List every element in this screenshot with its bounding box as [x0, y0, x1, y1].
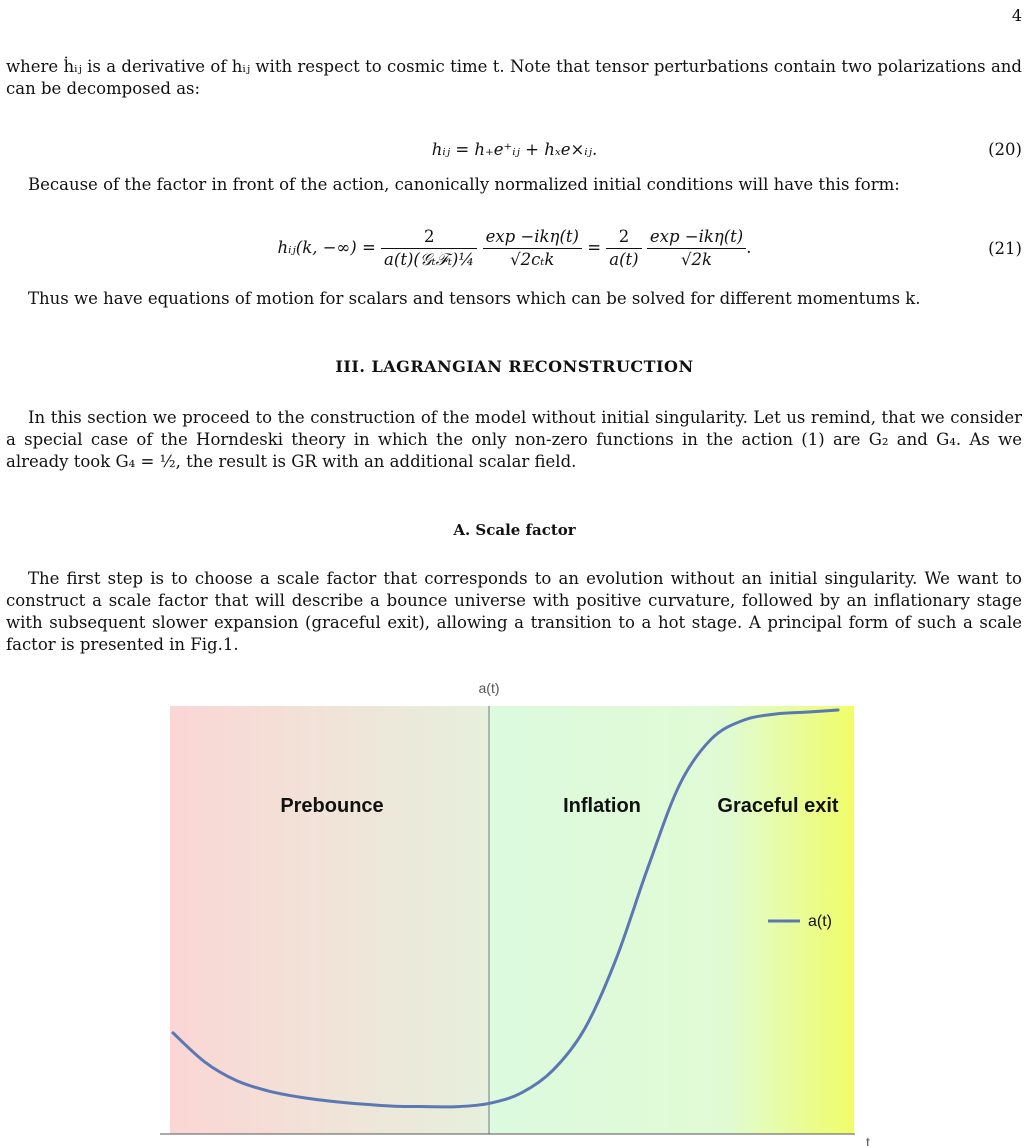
section-heading: III. LAGRANGIAN RECONSTRUCTION — [335, 357, 694, 376]
eq21-frac-2-den: √2cₜk — [510, 250, 555, 269]
paragraph-normalization: Because of the factor in front of the action, canonically normalized initial conditions will have this form: — [28, 175, 900, 194]
paragraph-intro: where ḣᵢⱼ is a derivative of hᵢⱼ with respect to cosmic time t. Note that tensor perturbations contain two polarizations and can be decomposed as: — [6, 57, 1022, 98]
subsection-heading: A. Scale factor — [453, 521, 576, 539]
legend-label: a(t) — [808, 913, 832, 930]
eq21-frac-3-num: 2 — [606, 226, 641, 249]
eq21-frac-4-num: exp −ikη(t) — [647, 226, 746, 249]
region-label-inflation: Inflation — [563, 795, 641, 817]
eq21-frac-1 — [381, 226, 477, 271]
page-number: 4 — [1011, 6, 1022, 25]
eq21-frac-1-den: a(t)(𝒢ₜℱₜ)¼ — [384, 250, 475, 269]
eq21-frac-1-num: 2 — [381, 226, 477, 249]
eq21-lhs: hᵢⱼ(k, −∞) = — [277, 238, 376, 257]
equation-21 — [0, 226, 1029, 271]
equation-21-number: (21) — [988, 239, 1022, 258]
eq21-frac-4-den: √2k — [681, 250, 713, 269]
eq21-frac-2-num: exp −ikη(t) — [483, 226, 582, 249]
equation-20-body: hᵢⱼ = h₊e⁺ᵢⱼ + hₓe×ᵢⱼ. — [431, 140, 598, 159]
eq21-equals: = — [587, 238, 602, 257]
scale-factor-chart — [0, 646, 1029, 1146]
eq21-frac-3 — [606, 226, 641, 271]
region-label-graceful-exit: Graceful exit — [717, 795, 839, 817]
paragraph-scale-factor: The first step is to choose a scale factor that corresponds to an evolution without an initial singularity. We want to construct a scale factor that will describe a bounce universe with positive curvature, followed by an inflationary stage with subsequent slower expansion (graceful exit), allowing a transition to a hot stage. A principal form of such a scale factor is presented in Fig.1. — [6, 569, 1022, 654]
paragraph-section: In this section we proceed to the construction of the model without initial singularity. Let us remind, that we consider a special case of the Horndeski theory in which the only non-zero functions in the action (1) are G₂ and G₄. As we already took G₄ = ½, the result is GR with an additional scalar field. — [6, 408, 1022, 471]
region-label-prebounce: Prebounce — [280, 795, 384, 817]
eq21-frac-2 — [483, 226, 582, 271]
eq21-frac-4 — [647, 226, 746, 271]
eq21-period: . — [746, 238, 752, 257]
x-axis-label: t — [866, 1134, 870, 1146]
paragraph-motion: Thus we have equations of motion for scalars and tensors which can be solved for different momentums k. — [28, 289, 921, 308]
equation-21-body — [0, 226, 1029, 271]
y-axis-label: a(t) — [478, 680, 500, 696]
equation-20-number: (20) — [988, 140, 1022, 159]
equation-20 — [0, 139, 1029, 161]
eq21-frac-3-den: a(t) — [609, 250, 639, 269]
